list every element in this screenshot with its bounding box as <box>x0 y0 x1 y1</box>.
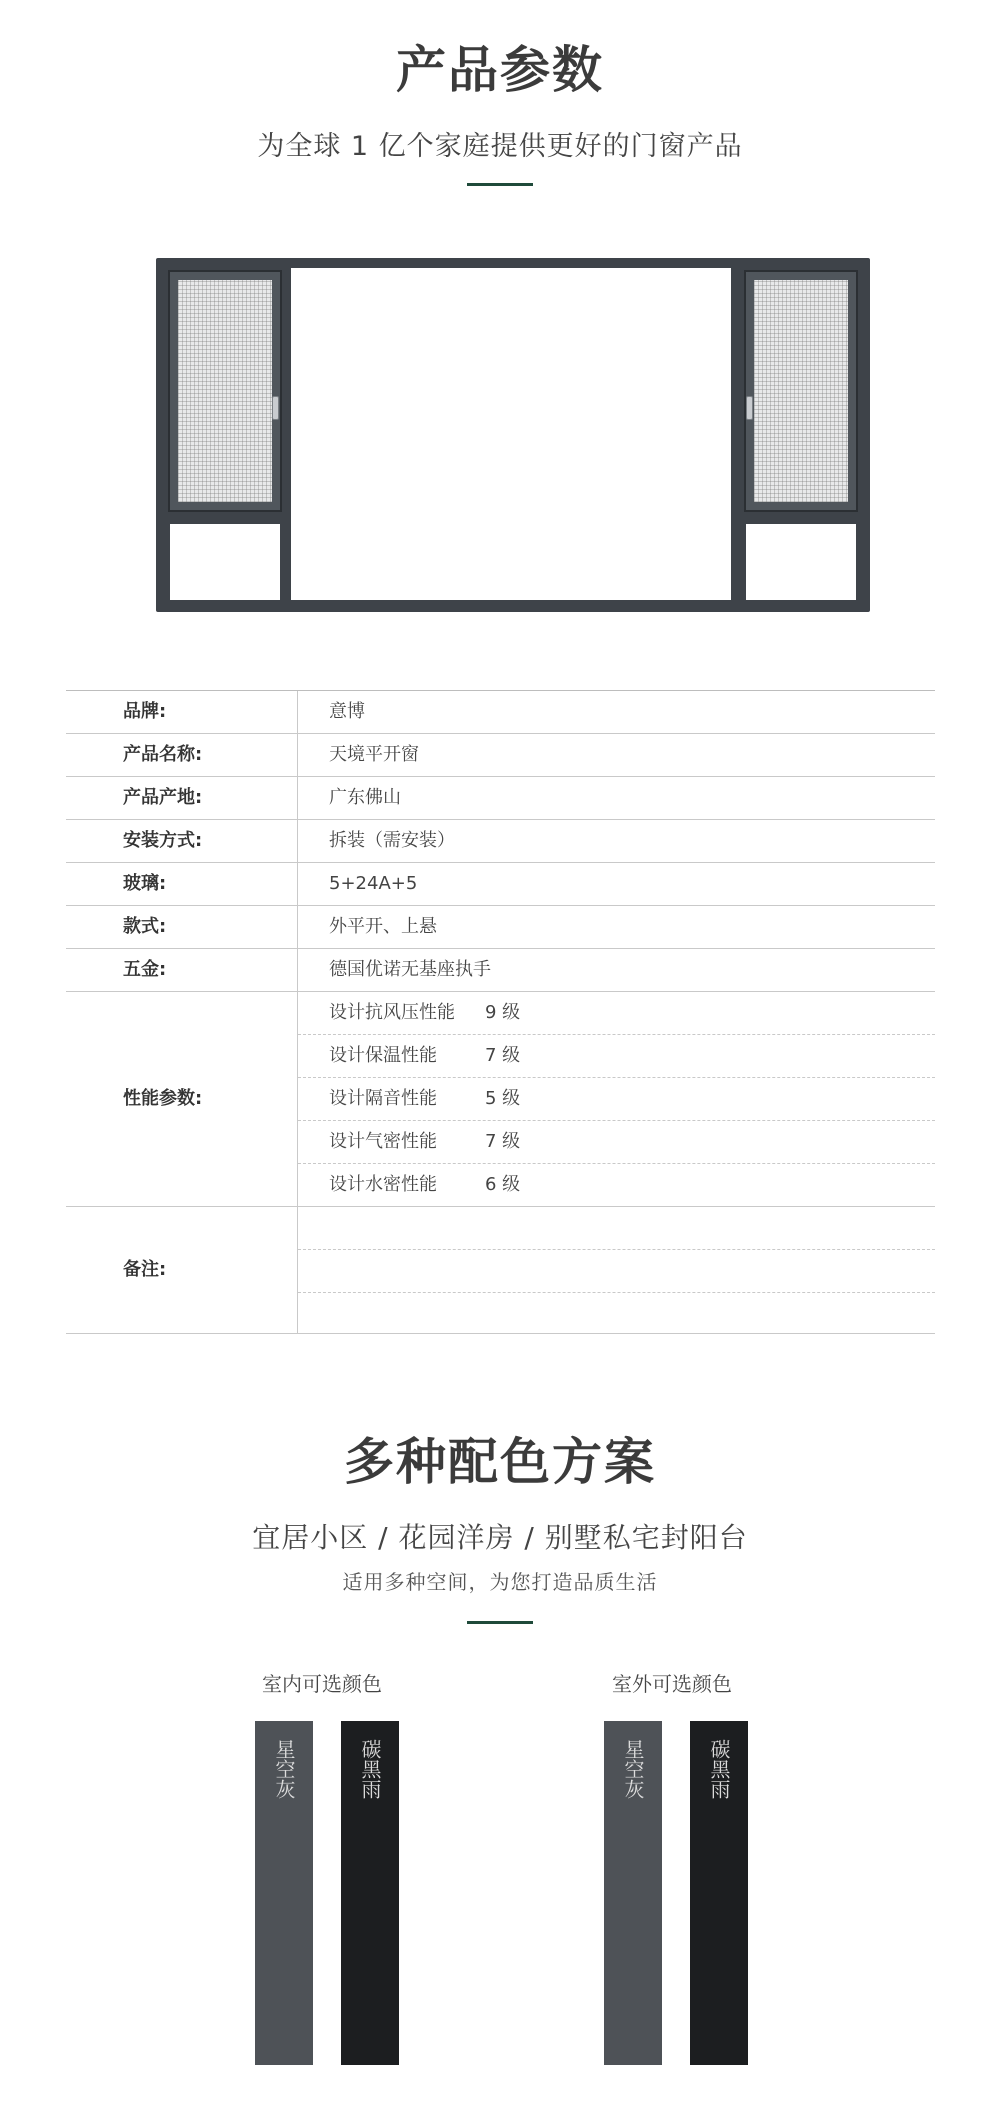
spec-value: 意博 <box>329 701 365 722</box>
indoor-colors-title: 室内可选颜色 <box>262 1672 382 1696</box>
spec-label: 品牌: <box>123 701 167 722</box>
left-handle-icon <box>272 396 279 420</box>
spec-label: 产品名称: <box>123 744 203 765</box>
swatch-label: 星空灰 <box>272 1739 296 1799</box>
performance-name: 设计气密性能 <box>329 1131 437 1152</box>
section-title-params: 产品参数 <box>396 41 604 99</box>
section-tagline: 适用多种空间，为您打造品质生活 <box>342 1570 658 1594</box>
performance-name: 设计抗风压性能 <box>329 1002 455 1023</box>
spec-row <box>66 690 935 734</box>
performance-level: 7 级 <box>485 1131 521 1152</box>
remarks-line <box>298 1207 935 1250</box>
spec-row <box>66 820 935 863</box>
section-title-colors: 多种配色方案 <box>344 1433 656 1491</box>
spec-value: 拆装（需安装） <box>329 830 455 851</box>
performance-level: 6 级 <box>485 1174 521 1195</box>
performance-item <box>298 1078 935 1121</box>
remarks-line <box>298 1250 935 1293</box>
swatch-xingkonghui <box>255 1721 313 2065</box>
swatch-label: 星空灰 <box>621 1739 645 1799</box>
section-subtitle-params: 为全球 1 亿个家庭提供更好的门窗产品 <box>257 131 743 162</box>
performance-level: 9 级 <box>485 1002 521 1023</box>
spec-value: 天境平开窗 <box>329 744 419 765</box>
spec-value: 5+24A+5 <box>329 873 418 894</box>
fixed-glass-pane <box>291 268 731 600</box>
performance-level: 5 级 <box>485 1088 521 1109</box>
spec-label: 玻璃: <box>123 873 167 894</box>
performance-item <box>298 1164 935 1206</box>
outdoor-colors-title: 室外可选颜色 <box>612 1672 732 1696</box>
spec-value: 德国优诺无基座执手 <box>329 959 491 980</box>
left-bottom-pane <box>170 524 280 600</box>
spec-label: 五金: <box>123 959 167 980</box>
left-casement-sash <box>168 270 282 512</box>
swatch-tanheiyu <box>341 1721 399 2065</box>
performance-level: 7 级 <box>485 1045 521 1066</box>
spec-label: 产品产地: <box>123 787 203 808</box>
swatch-label: 碳黑雨 <box>358 1739 382 1799</box>
spec-value: 外平开、上悬 <box>329 916 437 937</box>
performance-name: 设计保温性能 <box>329 1045 437 1066</box>
remarks-line <box>298 1293 935 1335</box>
performance-row <box>66 992 935 1207</box>
spec-table <box>66 690 935 1334</box>
product-window-image <box>156 258 870 612</box>
performance-name: 设计水密性能 <box>329 1174 437 1195</box>
swatch-label: 碳黑雨 <box>707 1739 731 1799</box>
spec-label: 款式: <box>123 916 167 937</box>
performance-name: 设计隔音性能 <box>329 1088 437 1109</box>
performance-label: 性能参数: <box>123 1088 203 1109</box>
right-casement-sash <box>744 270 858 512</box>
right-bottom-pane <box>746 524 856 600</box>
performance-item <box>298 1035 935 1078</box>
remarks-label: 备注: <box>123 1259 167 1280</box>
right-handle-icon <box>746 396 753 420</box>
spec-row <box>66 863 935 906</box>
performance-item <box>298 992 935 1035</box>
remarks-row <box>66 1207 935 1334</box>
spec-value: 广东佛山 <box>329 787 401 808</box>
insect-screen <box>754 280 848 502</box>
accent-divider <box>467 1621 533 1624</box>
section-subtitle-colors: 宜居小区 / 花园洋房 / 别墅私宅封阳台 <box>252 1521 748 1554</box>
performance-item <box>298 1121 935 1164</box>
spec-row <box>66 949 935 992</box>
swatch-xingkonghui <box>604 1721 662 2065</box>
accent-divider <box>467 183 533 186</box>
swatch-tanheiyu <box>690 1721 748 2065</box>
spec-label: 安装方式: <box>123 830 203 851</box>
insect-screen <box>178 280 272 502</box>
spec-row <box>66 906 935 949</box>
spec-row <box>66 734 935 777</box>
spec-row <box>66 777 935 820</box>
